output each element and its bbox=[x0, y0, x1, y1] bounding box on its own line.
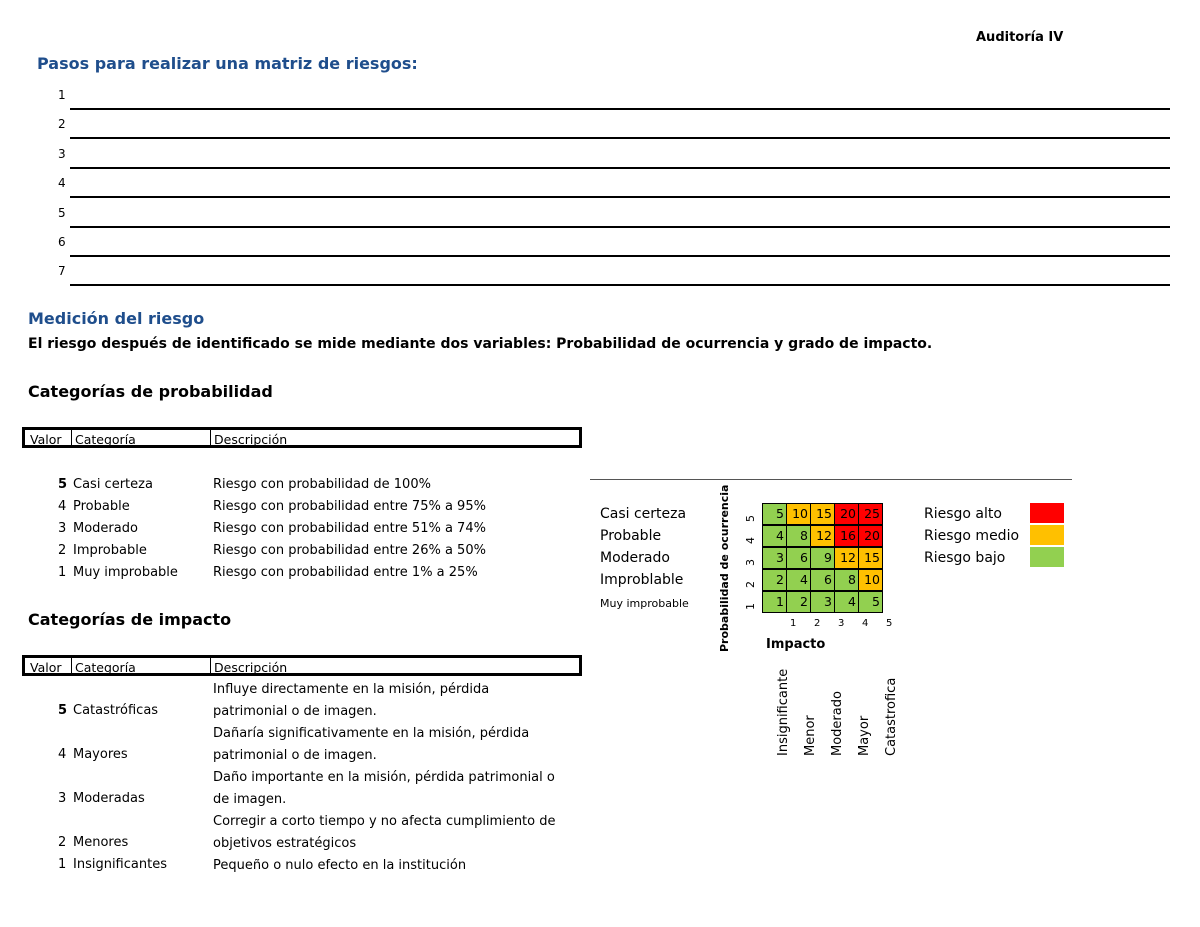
matrix-cell: 6 bbox=[810, 569, 835, 591]
probability-descripcion: Riesgo con probabilidad entre 1% a 25% bbox=[213, 565, 478, 580]
step-number: 3 bbox=[58, 147, 66, 161]
probability-descripcion: Riesgo con probabilidad de 100% bbox=[213, 477, 431, 492]
step-number: 2 bbox=[58, 117, 66, 131]
y-axis-label: Probabilidad de ocurrencia bbox=[718, 484, 731, 652]
step-row bbox=[58, 117, 1170, 139]
matrix-cell: 5 bbox=[858, 591, 883, 613]
probability-categoria: Probable bbox=[73, 499, 130, 514]
impact-valor: 2 bbox=[58, 835, 67, 850]
probability-title: Categorías de probabilidad bbox=[28, 382, 273, 401]
impact-title: Categorías de impacto bbox=[28, 610, 232, 629]
matrix-cell: 15 bbox=[810, 503, 835, 525]
matrix-cell: 4 bbox=[834, 591, 859, 613]
table-row bbox=[22, 474, 592, 496]
matrix-cell: 25 bbox=[858, 503, 883, 525]
probability-valor: 2 bbox=[58, 543, 67, 558]
impact-valor: 1 bbox=[58, 857, 67, 872]
table-row bbox=[22, 540, 592, 562]
impact-categoria: Insignificantes bbox=[73, 857, 167, 872]
matrix-cell: 12 bbox=[810, 525, 835, 547]
step-answer-line[interactable] bbox=[70, 167, 1170, 169]
matrix-col-number: 4 bbox=[862, 618, 869, 629]
impact-categoria: Moderadas bbox=[73, 791, 145, 806]
probability-descripcion: Riesgo con probabilidad entre 75% a 95% bbox=[213, 499, 486, 514]
matrix-row-label: Muy improbable bbox=[600, 597, 689, 610]
impact-description-line: de imagen. bbox=[213, 792, 287, 807]
impact-description-line: patrimonial o de imagen. bbox=[213, 704, 377, 719]
probability-header-valor: Valor bbox=[30, 432, 62, 447]
step-row bbox=[58, 176, 1170, 198]
step-answer-line[interactable] bbox=[70, 108, 1170, 110]
matrix-row-label: Probable bbox=[600, 528, 662, 544]
probability-header-categoria: Categoría bbox=[75, 432, 136, 447]
table-row bbox=[58, 857, 167, 872]
step-answer-line[interactable] bbox=[70, 255, 1170, 257]
matrix-col-number: 1 bbox=[790, 618, 797, 629]
legend-label: Riesgo alto bbox=[924, 506, 1002, 522]
divider bbox=[71, 430, 72, 445]
matrix-row-number: 5 bbox=[744, 515, 757, 522]
matrix-row-number: 3 bbox=[744, 559, 757, 566]
probability-valor: 5 bbox=[58, 477, 68, 492]
matrix-cell: 5 bbox=[762, 503, 787, 525]
matrix-col-label: Mayor bbox=[857, 715, 872, 756]
impact-header-descripcion: Descripción bbox=[214, 660, 288, 675]
probability-valor: 1 bbox=[58, 565, 67, 580]
impact-header-categoria: Categoría bbox=[75, 660, 136, 675]
step-number: 4 bbox=[58, 176, 66, 190]
legend-swatch bbox=[1030, 525, 1064, 545]
probability-descripcion: Riesgo con probabilidad entre 26% a 50% bbox=[213, 543, 486, 558]
matrix-cell: 2 bbox=[762, 569, 787, 591]
step-number: 1 bbox=[58, 88, 66, 102]
impact-description-line: Pequeño o nulo efecto en la institución bbox=[213, 858, 467, 873]
probability-categoria: Muy improbable bbox=[73, 565, 178, 580]
table-row bbox=[58, 703, 159, 718]
divider bbox=[71, 658, 72, 673]
table-row bbox=[22, 562, 592, 584]
impact-description-line: objetivos estratégicos bbox=[213, 836, 357, 851]
matrix-col-label: Catastrofica bbox=[884, 677, 899, 756]
impact-description-line: Daño importante en la misión, pérdida patrimonial o bbox=[213, 770, 555, 785]
matrix-cell: 9 bbox=[810, 547, 835, 569]
matrix-cell: 8 bbox=[834, 569, 859, 591]
divider bbox=[210, 430, 211, 445]
matrix-cell: 3 bbox=[810, 591, 835, 613]
document-header: Auditoría IV bbox=[976, 30, 1064, 45]
matrix-row-label: Moderado bbox=[600, 550, 670, 566]
impact-header-valor: Valor bbox=[30, 660, 62, 675]
matrix-cell: 15 bbox=[858, 547, 883, 569]
matrix-cell: 20 bbox=[834, 503, 859, 525]
table-row bbox=[58, 747, 128, 762]
probability-categoria: Casi certeza bbox=[73, 477, 153, 492]
step-answer-line[interactable] bbox=[70, 226, 1170, 228]
x-axis-label: Impacto bbox=[766, 637, 826, 652]
matrix-row-label: Casi certeza bbox=[600, 506, 687, 522]
step-row bbox=[58, 206, 1170, 228]
matrix-row-number: 4 bbox=[744, 537, 757, 544]
matrix-cell: 20 bbox=[858, 525, 883, 547]
step-answer-line[interactable] bbox=[70, 284, 1170, 286]
step-number: 5 bbox=[58, 206, 66, 220]
matrix-cell: 8 bbox=[786, 525, 811, 547]
probability-categoria: Moderado bbox=[73, 521, 138, 536]
matrix-cell: 10 bbox=[786, 503, 811, 525]
steps-title: Pasos para realizar una matriz de riesgos: bbox=[37, 54, 418, 73]
measurement-title: Medición del riesgo bbox=[28, 309, 205, 328]
divider bbox=[210, 658, 211, 673]
matrix-cell: 16 bbox=[834, 525, 859, 547]
legend-swatch bbox=[1030, 503, 1064, 523]
table-row bbox=[22, 496, 592, 518]
probability-valor: 4 bbox=[58, 499, 67, 514]
matrix-row-label: Improblable bbox=[600, 572, 684, 588]
step-row bbox=[58, 147, 1170, 169]
table-row bbox=[58, 791, 145, 806]
impact-description-line: Dañaría significativamente en la misión, pérdida bbox=[213, 726, 530, 741]
matrix-cell: 10 bbox=[858, 569, 883, 591]
matrix-col-label: Moderado bbox=[830, 691, 845, 756]
step-row bbox=[58, 264, 1170, 286]
matrix-col-number: 3 bbox=[838, 618, 845, 629]
step-row bbox=[58, 88, 1170, 110]
impact-valor: 3 bbox=[58, 791, 67, 806]
matrix-cell: 12 bbox=[834, 547, 859, 569]
matrix-col-number: 5 bbox=[886, 618, 893, 629]
probability-header-descripcion: Descripción bbox=[214, 432, 288, 447]
probability-categoria: Improbable bbox=[73, 543, 147, 558]
matrix-col-number: 2 bbox=[814, 618, 821, 629]
legend-label: Riesgo bajo bbox=[924, 550, 1006, 566]
matrix-top-rule bbox=[590, 479, 1072, 480]
legend-label: Riesgo medio bbox=[924, 528, 1020, 544]
impact-description-line: patrimonial o de imagen. bbox=[213, 748, 377, 763]
matrix-cell: 3 bbox=[762, 547, 787, 569]
impact-description-line: Corregir a corto tiempo y no afecta cumplimiento de bbox=[213, 814, 556, 829]
matrix-col-label: Menor bbox=[803, 715, 818, 756]
impact-header-row bbox=[22, 655, 582, 676]
impact-valor: 4 bbox=[58, 747, 67, 762]
impact-valor: 5 bbox=[58, 703, 68, 718]
step-number: 7 bbox=[58, 264, 66, 278]
step-row bbox=[58, 235, 1170, 257]
step-answer-line[interactable] bbox=[70, 196, 1170, 198]
impact-categoria: Catastróficas bbox=[73, 703, 159, 718]
table-row bbox=[58, 835, 129, 850]
step-number: 6 bbox=[58, 235, 66, 249]
matrix-row-number: 1 bbox=[744, 603, 757, 610]
matrix-col-label: Insignificante bbox=[776, 668, 791, 756]
matrix-cell: 6 bbox=[786, 547, 811, 569]
probability-descripcion: Riesgo con probabilidad entre 51% a 74% bbox=[213, 521, 486, 536]
impact-categoria: Menores bbox=[73, 835, 129, 850]
matrix-cell: 2 bbox=[786, 591, 811, 613]
table-row bbox=[22, 518, 592, 540]
impact-description-line: Influye directamente en la misión, pérdida bbox=[213, 682, 490, 697]
measurement-text: El riesgo después de identificado se mide mediante dos variables: Probabilidad de ocurrencia y grado de impacto. bbox=[28, 336, 933, 352]
impact-categoria: Mayores bbox=[73, 747, 128, 762]
legend-swatch bbox=[1030, 547, 1064, 567]
matrix-row-number: 2 bbox=[744, 581, 757, 588]
matrix-cell: 1 bbox=[762, 591, 787, 613]
probability-valor: 3 bbox=[58, 521, 67, 536]
matrix-cell: 4 bbox=[762, 525, 787, 547]
probability-header-row bbox=[22, 427, 582, 448]
step-answer-line[interactable] bbox=[70, 137, 1170, 139]
matrix-cell: 4 bbox=[786, 569, 811, 591]
